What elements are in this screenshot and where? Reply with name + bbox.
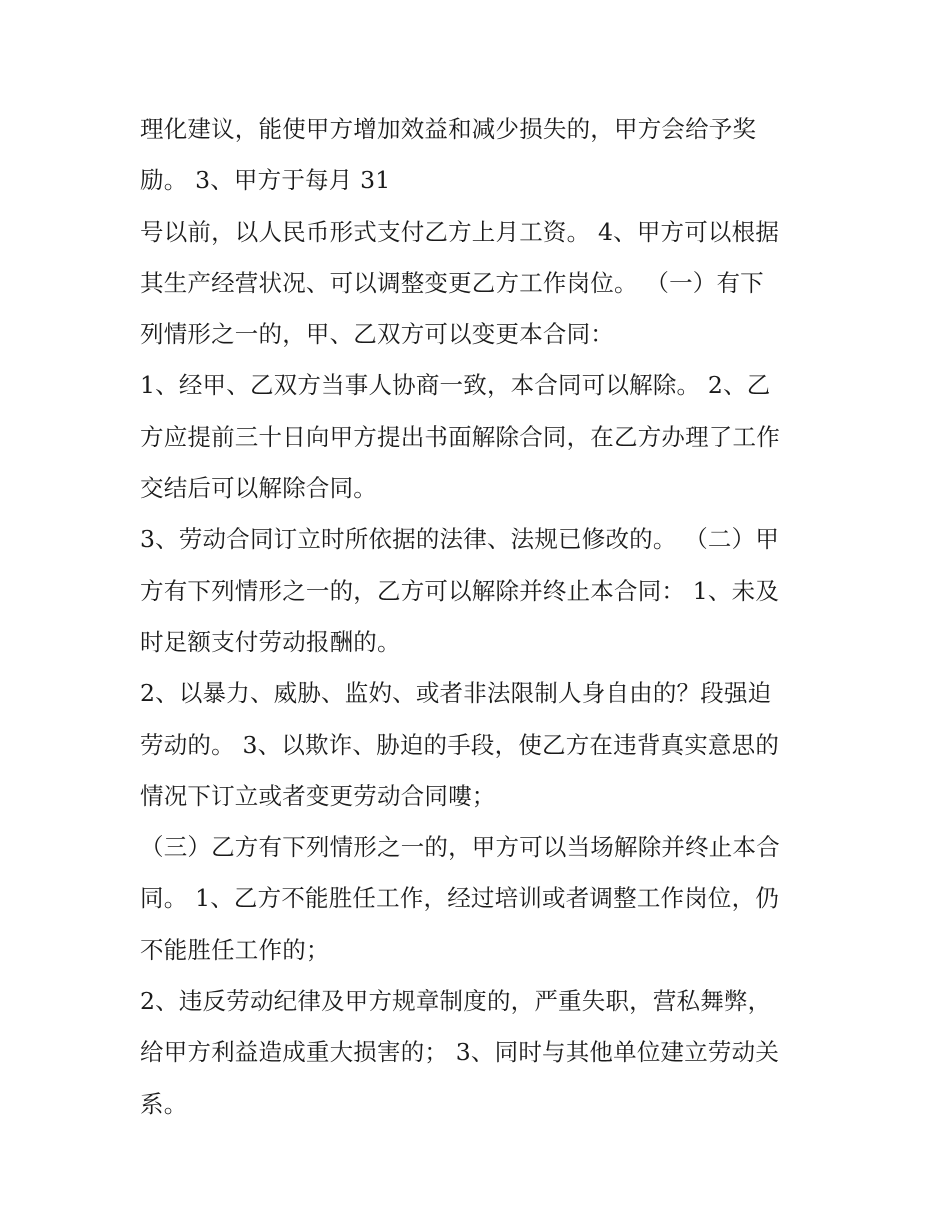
text-line: 2、以暴力、威胁、监妁、或者非法限制人身自由的？段强迫 — [140, 679, 772, 708]
text-line: 不能胜任工作的； — [140, 935, 330, 964]
text-line: 方有下列情形之一的，乙方可以解除并终止本合同： 1、未及 — [140, 576, 780, 605]
text-line: 情况下订立或者变更劳动合同嘍； — [140, 781, 496, 810]
text-line: 给甲方利益造成重大损害的； 3、同时与其他单位建立劳动关 — [140, 1038, 780, 1067]
document-body — [140, 104, 830, 1130]
text-line: 2、违反劳动纪律及甲方规章制度的，严重失职，营私舞弊， — [140, 987, 772, 1016]
text-line: 列情形之一的，甲、乙双方可以变更本合同： — [140, 320, 614, 349]
text-line: 时足额支付劳动报酬的。 — [140, 627, 401, 656]
text-line: 励。 3、甲方于每月 31 — [140, 166, 391, 195]
text-line: 其生产经营状况、可以调整变更乙方工作岗位。 （一）有下 — [140, 268, 764, 297]
text-line: 系。 — [140, 1089, 188, 1118]
text-line: 号以前，以人民币形式支付乙方上月工资。 4、甲方可以根据 — [140, 217, 780, 246]
text-line: 劳动的。 3、以欺诈、胁迫的手段，使乙方在违背真实意思的 — [140, 730, 780, 759]
text-line: 理化建议，能使甲方增加效益和减少损失的，甲方会给予奖 — [140, 115, 757, 143]
text-line: 3、劳动合同订立时所依据的法律、法规已修改的。 （二）甲 — [140, 525, 780, 554]
text-line: 同。 1、乙方不能胜任工作，经过培训或者调整工作岗位，仍 — [140, 884, 780, 913]
text-line: 1、经甲、乙双方当事人协商一致，本合同可以解除。 2、乙 — [140, 371, 771, 400]
text-line: 交结后可以解除合同。 — [140, 474, 377, 503]
text-line: （三）乙方有下列情形之一的，甲方可以当场解除并终止本合 — [140, 833, 780, 862]
text-line: 方应提前三十日向甲方提出书面解除合同，在乙方办理了工作 — [140, 422, 780, 451]
